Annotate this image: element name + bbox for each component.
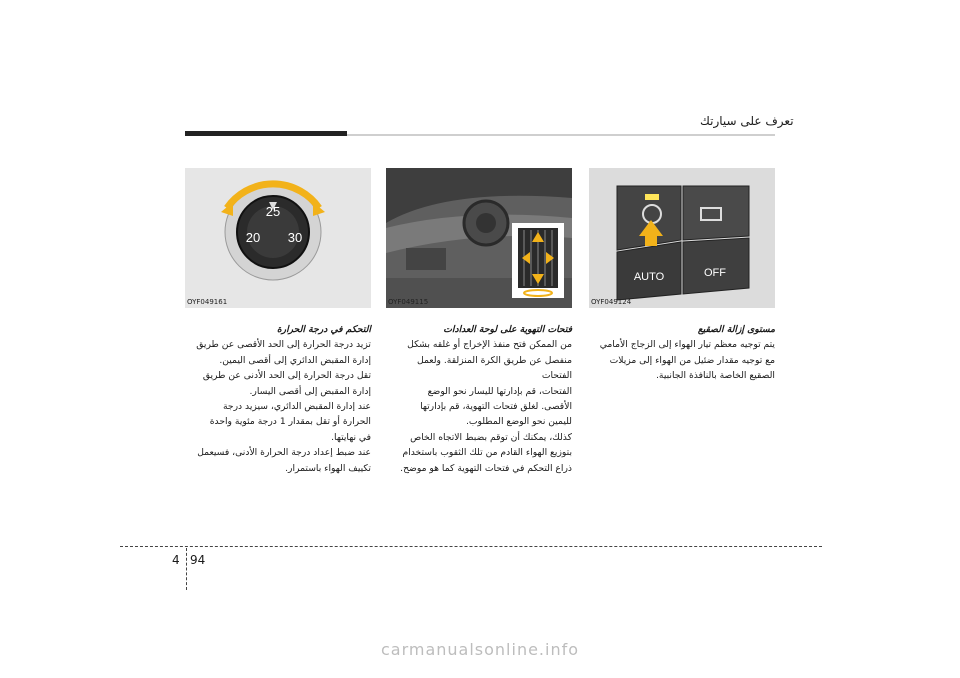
temperature-text-line: تقل درجة الحرارة إلى الحد الأدنى عن طريق xyxy=(202,370,371,382)
dashboard-illustration xyxy=(386,168,572,308)
temperature-text-line: الحرارة أو تقل بمقدار 1 درجة مئوية واحدة xyxy=(209,416,371,428)
vents-text-line: لليمين نحو الوضع المطلوب. xyxy=(465,416,572,428)
vents-text-line: منفصل عن طريق الكرة المنزلقة. ولعمل الفتحات xyxy=(417,354,572,382)
section-number: 4 xyxy=(172,553,180,567)
off-button-label: OFF xyxy=(704,267,726,279)
temperature-text-line: عند إدارة المقبض الدائري، سيزيد درجة xyxy=(222,401,371,413)
auto-button-label: AUTO xyxy=(633,271,665,283)
defrost-text-line: مع توجيه مقدار ضئيل من الهواء إلى مزيلات xyxy=(609,354,775,366)
defrost-text-line: يتم توجيه معظم تيار الهواء إلى الزجاج الأمامي xyxy=(599,339,775,351)
temperature-text-line: إدارة المقبض إلى أقصى اليسار. xyxy=(249,385,371,397)
temperature-text-line: تزيد درجة الحرارة إلى الحد الأقصى عن طريق xyxy=(196,339,371,351)
vents-text-line: الفتحات، قم بإدارتها لليسار نحو الوضع xyxy=(427,385,572,397)
page-number: 94 xyxy=(190,553,206,567)
button-panel-illustration xyxy=(589,168,775,308)
dial-label-left: 20 xyxy=(245,230,261,245)
watermark: carmanualsonline.info xyxy=(380,640,580,659)
footer-divider xyxy=(186,548,187,590)
temperature-text-line: إدارة المقبض الدائري إلى أقصى اليمين. xyxy=(219,354,371,366)
defrost-buttons-figure xyxy=(589,168,775,308)
temperature-text-line: في نهايتها. xyxy=(331,431,371,443)
header-rule-accent xyxy=(185,131,347,136)
dial-label-right: 30 xyxy=(287,230,303,245)
temperature-control-heading: التحكم في درجة الحرارة xyxy=(276,324,371,335)
figure-code-dashboard: OYF049115 xyxy=(388,298,429,306)
footer-rule xyxy=(120,546,822,547)
figure-code-buttons: OYF049124 xyxy=(591,298,632,306)
temperature-dial-figure xyxy=(185,168,371,308)
dashboard-vents-figure xyxy=(386,168,572,308)
dashboard-vents-heading: فتحات التهوية على لوحة العدادات xyxy=(443,324,572,335)
defrost-level-heading: مستوى إزالة الصقيع xyxy=(697,324,775,335)
header-title: تعرف على سيارتك xyxy=(700,114,794,128)
vents-text-line: ذراع التحكم في فتحات التهوية كما هو موضح. xyxy=(400,462,572,474)
temperature-text-line: تكييف الهواء باستمرار. xyxy=(285,462,371,474)
defrost-text-line: الصقيع الخاصة بالنافذة الجانبية. xyxy=(656,370,775,382)
temperature-text-line: عند ضبط إعداد درجة الحرارة الأدنى، فسيعمل xyxy=(197,447,371,459)
figure-code-dial: OYF049161 xyxy=(187,298,228,306)
defrost-level-section xyxy=(589,322,775,384)
dial-label-top: 25 xyxy=(265,204,281,219)
temperature-control-section xyxy=(185,322,371,476)
vents-text-line: كذلك، يمكنك أن توقم بضبط الاتجاه الخاص xyxy=(410,431,572,443)
vents-text-line: بتوزيع الهواء القادم من تلك الثقوب باستخدام xyxy=(402,447,572,459)
temperature-dial-illustration xyxy=(185,168,371,308)
vents-text-line: الأقصى. لغلق فتحات التهوية، قم بإدارتها xyxy=(420,401,572,413)
vents-text-line: من الممكن فتح منفذ الإخراج أو غلقه بشكل xyxy=(407,339,572,351)
dashboard-vents-section xyxy=(386,322,572,476)
